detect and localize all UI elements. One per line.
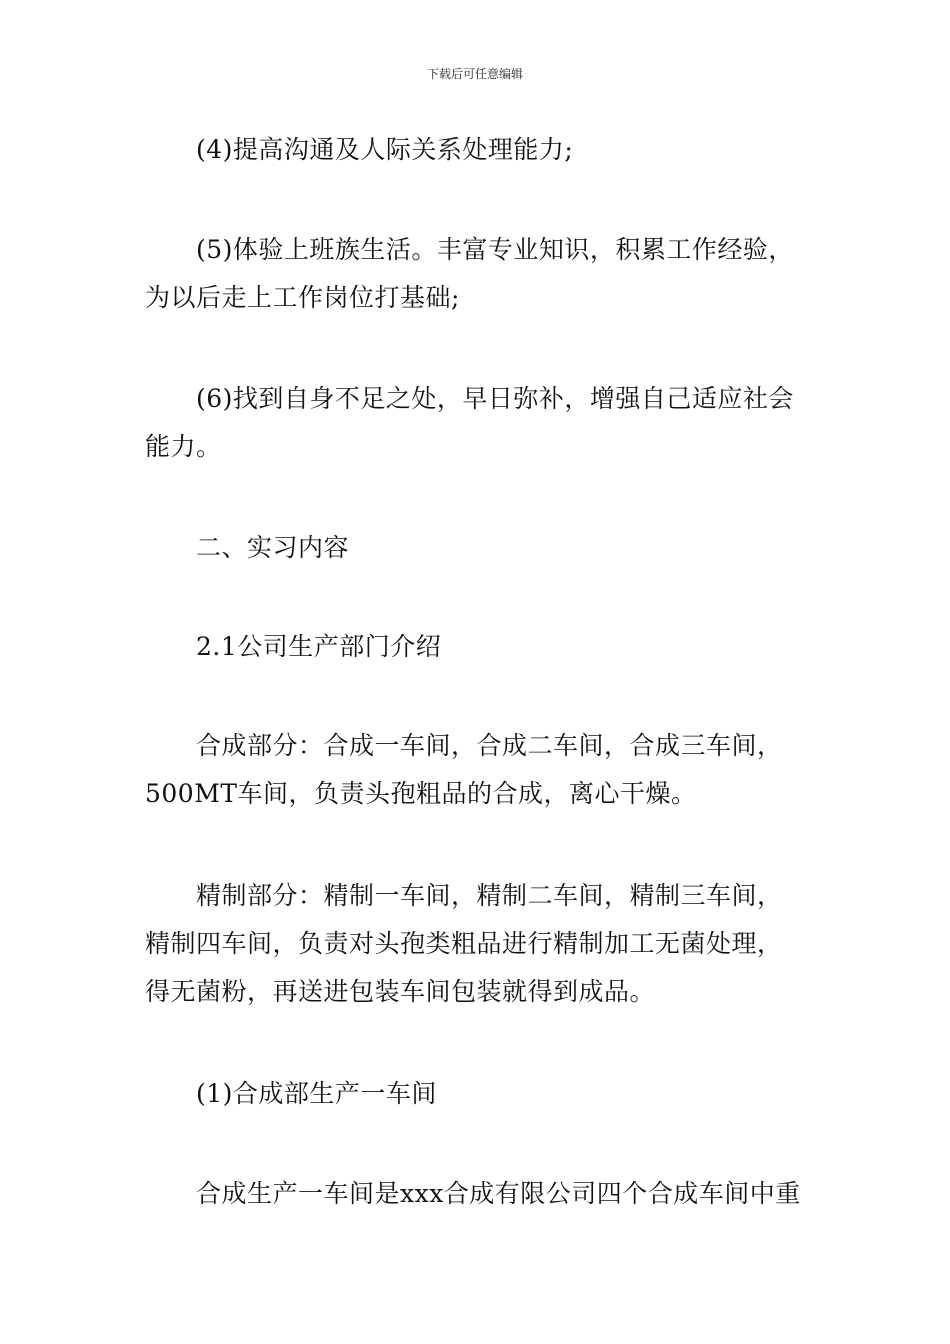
text-line: 精制部分：精制一车间，精制二车间，精制三车间， xyxy=(196,881,783,910)
text-line: 500MT车间，负责头孢粗品的合成，离心干燥。 xyxy=(145,779,697,808)
page-header: 下载后可任意编辑 xyxy=(426,67,523,81)
heading-text: 2.1公司生产部门介绍 xyxy=(196,632,442,661)
heading-text: (1)合成部生产一车间 xyxy=(196,1079,437,1108)
text-line: 精制四车间，负责对头孢类粗品进行精制加工无菌处理， xyxy=(145,929,783,958)
section-heading-internship-content xyxy=(145,524,815,572)
text-line: 得无菌粉，再送进包装车间包装就得到成品。 xyxy=(145,977,656,1006)
paragraph-goal-4 xyxy=(145,126,815,174)
text-line: (6)找到自身不足之处，早日弥补，增强自己适应社会 xyxy=(196,384,794,413)
paragraph-goal-5 xyxy=(145,226,815,322)
paragraph-workshop-1-intro xyxy=(145,1170,815,1218)
paragraph-goal-6 xyxy=(145,375,815,471)
text-line: (4)提高沟通及人际关系处理能力; xyxy=(196,135,574,164)
subsection-heading-production-departments xyxy=(145,623,815,671)
text-line: 为以后走上工作岗位打基础; xyxy=(145,283,460,312)
paragraph-refining-section xyxy=(145,872,815,1016)
paragraph-synthesis-section xyxy=(145,722,815,818)
subsection-heading-workshop-1 xyxy=(145,1070,815,1118)
text-line: (5)体验上班族生活。丰富专业知识，积累工作经验， xyxy=(196,235,794,264)
text-line: 合成部分：合成一车间，合成二车间，合成三车间， xyxy=(196,731,783,760)
text-line: 能力。 xyxy=(145,432,222,461)
heading-text: 二、实习内容 xyxy=(196,533,350,562)
text-line: 合成生产一车间是xxx合成有限公司四个合成车间中重 xyxy=(196,1179,801,1208)
